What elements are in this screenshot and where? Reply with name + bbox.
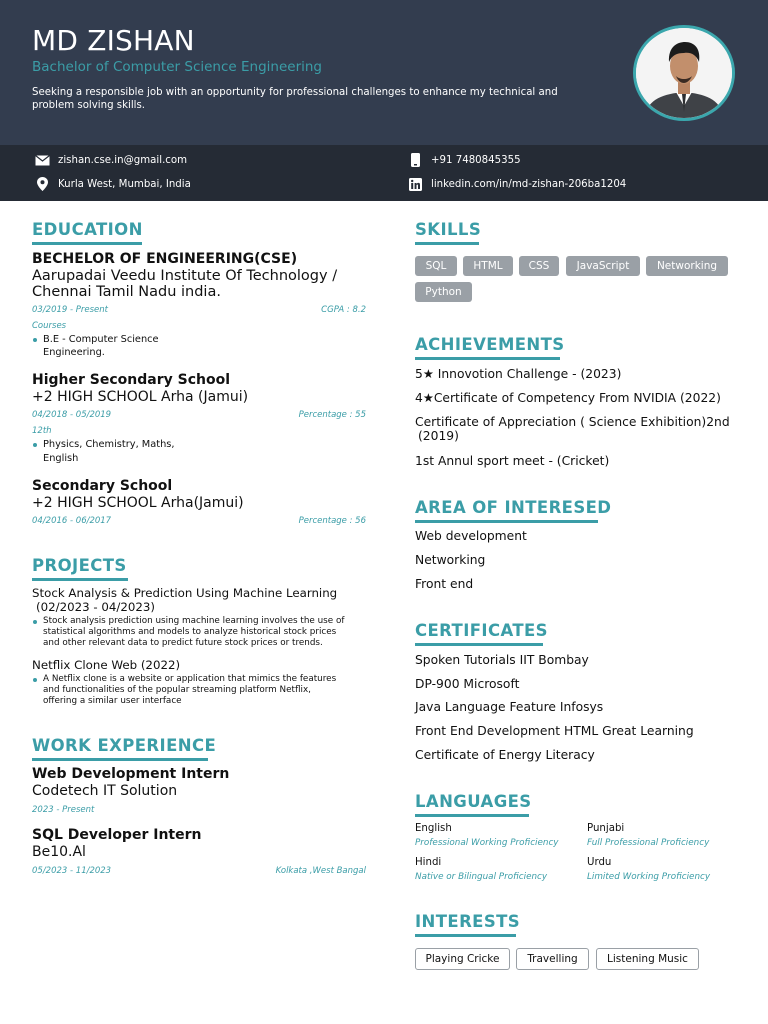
contact-linkedin-text: linkedin.com/in/md-zishan-206ba1204: [431, 178, 627, 190]
achievement-item: 5★ Innovotion Challenge - (2023): [415, 367, 622, 381]
profile-photo: [633, 25, 735, 121]
education-heading: EDUCATION: [32, 220, 143, 239]
language-level: Limited Working Proficiency: [587, 872, 711, 882]
skill-tag: CSS: [519, 256, 559, 276]
bullet-dot: [33, 443, 37, 447]
certificate-item: Front End Development HTML Great Learning: [415, 724, 694, 738]
skill-tag: HTML: [463, 256, 513, 276]
education-degree: Secondary School: [32, 478, 173, 494]
contact-phone[interactable]: [407, 153, 521, 167]
interest-tag: Listening Music: [596, 948, 699, 970]
achievement-item-continued: (2019): [418, 429, 459, 443]
area-item: Front end: [415, 577, 474, 591]
language-level: Professional Working Proficiency: [415, 838, 559, 848]
education-courses-label: 12th: [32, 426, 52, 436]
contact-location: [34, 177, 191, 191]
education-dates: 03/2019 - Present: [32, 305, 109, 315]
work-role: Web Development Intern: [32, 766, 230, 782]
language-name: Hindi: [415, 857, 442, 868]
education-degree: Higher Secondary School: [32, 372, 230, 388]
achievements-underline: [415, 357, 560, 360]
project-desc: and functionalities of the popular streaming platform Netflix,: [43, 685, 311, 695]
interest-tag: Playing Cricke: [415, 948, 510, 970]
certificate-item: Spoken Tutorials IIT Bombay: [415, 653, 589, 667]
work-dates: 2023 - Present: [32, 805, 95, 815]
project-title: Netflix Clone Web (2022): [32, 658, 181, 672]
candidate-title: Bachelor of Computer Science Engineering: [32, 59, 322, 75]
area-item: Networking: [415, 553, 486, 567]
project-title-line2: (02/2023 - 04/2023): [36, 600, 155, 614]
languages-heading: LANGUAGES: [415, 792, 532, 811]
interests-heading: INTERESTS: [415, 912, 521, 931]
projects-heading: PROJECTS: [32, 556, 127, 575]
education-dates: 04/2016 - 06/2017: [32, 516, 112, 526]
contact-email-text: zishan.cse.in@gmail.com: [58, 154, 188, 166]
work-company: Be10.Al: [32, 844, 86, 860]
contact-location-text: Kurla West, Mumbai, India: [58, 178, 191, 190]
education-course: Physics, Chemistry, Maths,: [43, 439, 175, 450]
education-school: Aarupadai Veedu Institute Of Technology /: [32, 268, 338, 284]
map-pin-icon: [34, 177, 50, 191]
bullet-dot: [33, 620, 37, 624]
language-name: English: [415, 823, 452, 834]
achievement-item: Certificate of Appreciation ( Science Exhibition)2nd: [415, 415, 730, 429]
project-desc: Stock analysis prediction using machine learning involves the use of: [43, 616, 345, 626]
languages-underline: [415, 814, 529, 817]
certificate-item: Java Language Feature Infosys: [415, 700, 604, 714]
interests-underline: [415, 934, 516, 937]
education-degree: BECHELOR OF ENGINEERING(CSE): [32, 251, 298, 267]
achievement-item: 4★Certificate of Competency From NVIDIA (2022): [415, 391, 721, 405]
education-underline: [32, 242, 142, 245]
education-dates: 04/2018 - 05/2019: [32, 410, 112, 420]
project-desc: A Netflix clone is a website or application that mimics the features: [43, 674, 337, 684]
work-underline: [32, 758, 208, 761]
skills-heading: SKILLS: [415, 220, 482, 239]
area-item: Web development: [415, 529, 527, 543]
projects-underline: [32, 578, 128, 581]
bullet-dot: [33, 338, 37, 342]
candidate-summary: Seeking a responsible job with an opportunity for professional challenges to enhance my technical and problem solving skills.: [32, 87, 558, 111]
envelope-icon: [34, 153, 50, 167]
education-course: B.E - Computer Science: [43, 334, 159, 345]
achievement-item: 1st Annul sport meet - (Cricket): [415, 454, 610, 468]
certificate-item: Certificate of Energy Literacy: [415, 748, 595, 762]
project-desc: offering a similar user interface: [43, 696, 182, 706]
skill-tag: JavaScript: [566, 256, 640, 276]
project-desc: and other relevant data to predict future stock prices or trends.: [43, 638, 323, 648]
work-heading: WORK EXPERIENCE: [32, 736, 217, 755]
education-course-line2: Engineering.: [43, 347, 105, 358]
education-school-line2: Chennai Tamil Nadu india.: [32, 284, 221, 300]
interest-tag: Travelling: [516, 948, 589, 970]
education-score: Percentage : 55: [298, 410, 366, 420]
bullet-dot: [33, 678, 37, 682]
language-name: Urdu: [587, 857, 612, 868]
area-underline: [415, 520, 598, 523]
project-desc: statistical algorithms and models to analyze historical stock prices: [43, 627, 337, 637]
contact-linkedin[interactable]: [407, 177, 626, 191]
education-course-line2: English: [43, 453, 79, 464]
work-dates: 05/2023 - 11/2023: [32, 866, 112, 876]
education-score: Percentage : 56: [298, 516, 366, 526]
achievements-heading: ACHIEVEMENTS: [415, 335, 565, 354]
language-level: Native or Bilingual Proficiency: [415, 872, 548, 882]
skill-tag: Networking: [646, 256, 728, 276]
education-school: +2 HIGH SCHOOL Arha(Jamui): [32, 495, 244, 511]
work-location: Kolkata ,West Bangal: [275, 866, 366, 876]
certificates-underline: [415, 643, 543, 646]
language-level: Full Professional Proficiency: [587, 838, 710, 848]
skills-underline: [415, 242, 479, 245]
project-title: Stock Analysis & Prediction Using Machine Learning: [32, 586, 338, 600]
work-company: Codetech IT Solution: [32, 783, 178, 799]
skill-tag: Python: [415, 282, 472, 302]
education-score: CGPA : 8.2: [321, 305, 366, 315]
contact-phone-text: +91 7480845355: [431, 154, 521, 166]
candidate-name: MD ZISHAN: [32, 24, 195, 57]
work-role: SQL Developer Intern: [32, 827, 202, 843]
phone-icon: [407, 153, 423, 167]
language-name: Punjabi: [587, 823, 625, 834]
skill-tag: SQL: [415, 256, 457, 276]
education-courses-label: Courses: [32, 321, 67, 331]
certificate-item: DP-900 Microsoft: [415, 677, 520, 691]
certificates-heading: CERTIFICATES: [415, 621, 548, 640]
linkedin-icon: [407, 177, 423, 191]
area-heading: AREA OF INTERESED: [415, 498, 612, 517]
education-school: +2 HIGH SCHOOL Arha (Jamui): [32, 389, 249, 405]
contact-email[interactable]: [34, 153, 187, 167]
